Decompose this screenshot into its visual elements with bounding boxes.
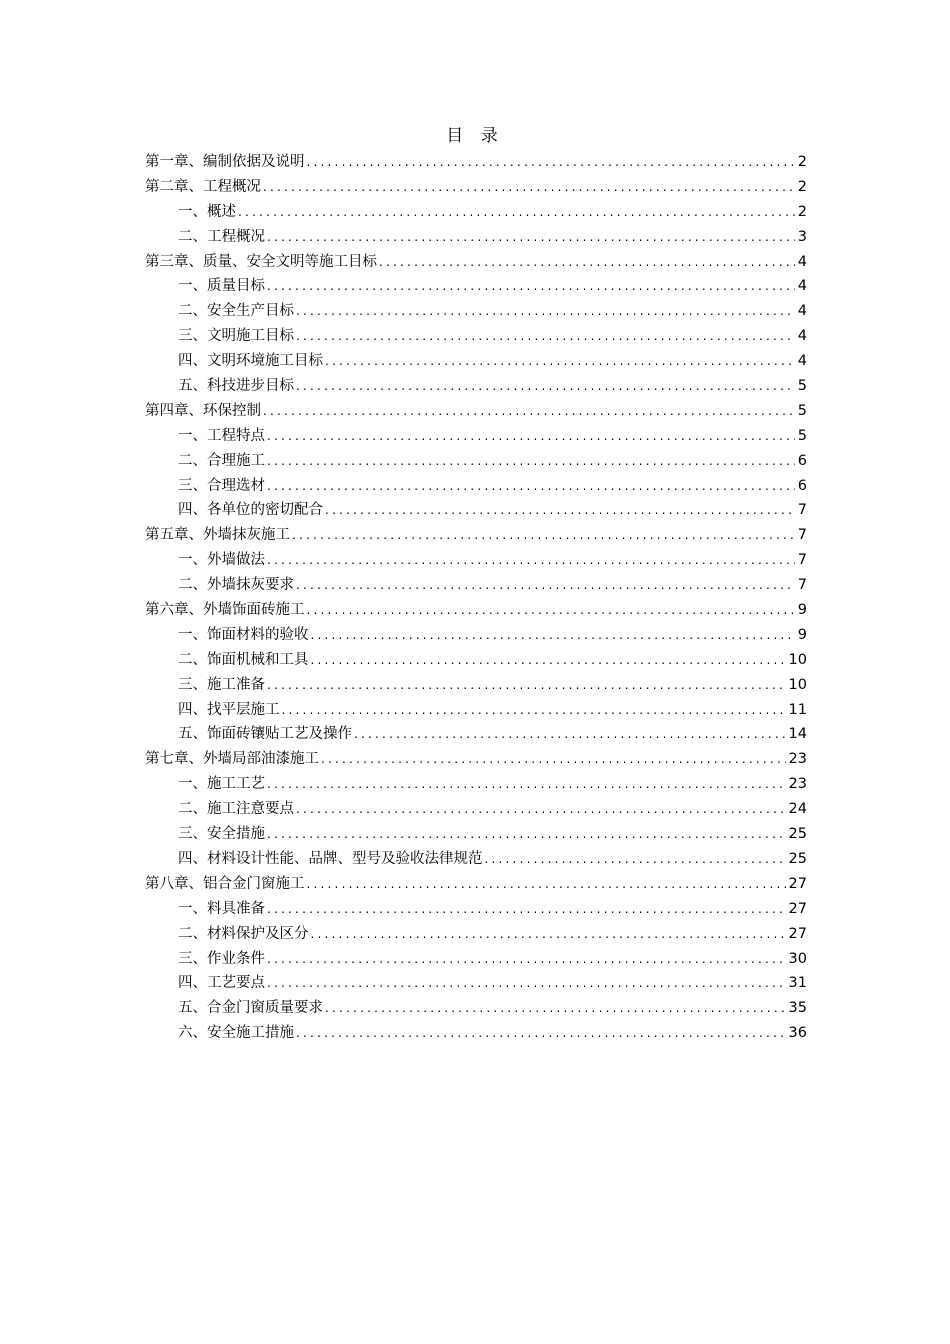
toc-entry[interactable] — [145, 200, 807, 225]
toc-entry[interactable] — [145, 250, 807, 275]
dot-leader — [296, 374, 795, 399]
toc-entry-page-number: 27 — [788, 875, 807, 892]
toc-entry-page-number: 2 — [797, 154, 807, 170]
toc-entry-page-number: 4 — [797, 353, 807, 370]
toc-entry[interactable] — [145, 225, 807, 250]
toc-entry[interactable] — [145, 175, 807, 200]
toc-entry-page-number: 7 — [797, 527, 807, 544]
toc-entry-label: 三、安全措施 — [178, 826, 265, 843]
toc-entry-label: 三、施工准备 — [178, 676, 265, 693]
toc-entry-page-number: 36 — [788, 1025, 807, 1042]
toc-entry-page-number: 25 — [788, 826, 807, 843]
toc-entry[interactable] — [145, 673, 807, 698]
dot-leader — [325, 349, 795, 374]
toc-entry[interactable] — [145, 548, 807, 573]
toc-entry-label: 一、外墙做法 — [178, 552, 265, 569]
toc-entry[interactable] — [145, 424, 807, 449]
toc-entry-label: 五、合金门窗质量要求 — [178, 1000, 323, 1017]
toc-entry[interactable] — [145, 698, 807, 723]
toc-entry-page-number: 10 — [788, 651, 807, 668]
toc-entry-page-number: 6 — [797, 452, 807, 469]
table-of-contents — [145, 150, 807, 1046]
dot-leader — [296, 1021, 786, 1046]
toc-entry-label: 二、合理施工 — [178, 452, 265, 469]
dot-leader — [267, 897, 786, 922]
toc-entry-label: 二、施工注意要点 — [178, 801, 294, 818]
toc-entry[interactable] — [145, 971, 807, 996]
toc-entry[interactable] — [145, 947, 807, 972]
toc-entry-label: 第三章、质量、安全文明等施工目标 — [145, 253, 377, 270]
toc-entry-label: 一、施工工艺 — [178, 776, 265, 793]
dot-leader — [311, 623, 795, 648]
toc-entry-page-number: 9 — [797, 626, 807, 643]
toc-entry-page-number: 6 — [797, 477, 807, 494]
toc-entry-page-number: 7 — [797, 552, 807, 569]
dot-leader — [282, 698, 786, 723]
dot-leader — [267, 822, 786, 847]
toc-entry-page-number: 5 — [797, 402, 807, 419]
toc-entry[interactable] — [145, 747, 807, 772]
dot-leader — [267, 424, 795, 449]
toc-entry-label: 第二章、工程概况 — [145, 178, 261, 195]
dot-leader — [238, 200, 795, 225]
toc-title: 目 录 — [446, 126, 504, 146]
toc-entry-label: 三、合理选材 — [178, 477, 265, 494]
toc-entry-label: 第八章、铝合金门窗施工 — [145, 875, 305, 892]
toc-entry-label: 二、工程概况 — [178, 228, 265, 245]
toc-entry-label: 四、材料设计性能、品牌、型号及验收法律规范 — [178, 850, 483, 867]
toc-entry[interactable] — [145, 872, 807, 897]
dot-leader — [296, 573, 795, 598]
toc-entry-label: 一、概述 — [178, 203, 236, 220]
toc-entry-page-number: 4 — [797, 303, 807, 320]
dot-leader — [267, 947, 786, 972]
toc-entry[interactable] — [145, 847, 807, 872]
toc-entry-label: 第六章、外墙饰面砖施工 — [145, 602, 305, 619]
toc-entry-label: 第四章、环保控制 — [145, 402, 261, 419]
toc-entry[interactable] — [145, 349, 807, 374]
toc-entry-page-number: 27 — [788, 925, 807, 942]
dot-leader — [485, 847, 786, 872]
toc-entry[interactable] — [145, 573, 807, 598]
toc-entry-page-number: 25 — [788, 850, 807, 867]
dot-leader — [354, 722, 786, 747]
dot-leader — [267, 225, 795, 250]
toc-entry[interactable] — [145, 722, 807, 747]
toc-entry-page-number: 7 — [797, 502, 807, 519]
toc-entry[interactable] — [145, 324, 807, 349]
toc-entry-label: 三、文明施工目标 — [178, 328, 294, 345]
dot-leader — [307, 872, 786, 897]
toc-entry-label: 一、质量目标 — [178, 278, 265, 295]
dot-leader — [311, 922, 786, 947]
toc-entry[interactable] — [145, 623, 807, 648]
toc-entry-page-number: 5 — [797, 427, 807, 444]
toc-entry-page-number: 35 — [788, 1000, 807, 1017]
toc-entry-page-number: 23 — [788, 776, 807, 793]
dot-leader — [296, 299, 795, 324]
toc-entry-label: 四、找平层施工 — [178, 701, 280, 718]
dot-leader — [267, 772, 786, 797]
toc-entry-page-number: 27 — [788, 900, 807, 917]
toc-entry-page-number: 11 — [788, 701, 807, 718]
toc-entry-page-number: 10 — [788, 676, 807, 693]
toc-entry-page-number: 31 — [788, 975, 807, 992]
toc-entry[interactable] — [145, 598, 807, 623]
toc-entry[interactable] — [145, 374, 807, 399]
toc-entry-label: 五、科技进步目标 — [178, 378, 294, 395]
dot-leader — [307, 150, 795, 175]
dot-leader — [379, 250, 795, 275]
toc-entry-page-number: 4 — [797, 253, 807, 270]
dot-leader — [325, 996, 786, 1021]
toc-entry-label: 四、各单位的密切配合 — [178, 502, 323, 519]
toc-entry-label: 三、作业条件 — [178, 950, 265, 967]
dot-leader — [267, 449, 795, 474]
toc-entry[interactable] — [145, 897, 807, 922]
toc-entry[interactable] — [145, 498, 807, 523]
dot-leader — [296, 324, 795, 349]
toc-entry[interactable] — [145, 1021, 807, 1046]
toc-entry-label: 五、饰面砖镶贴工艺及操作 — [178, 726, 352, 743]
dot-leader — [296, 797, 786, 822]
toc-entry[interactable] — [145, 150, 807, 175]
toc-entry-label: 六、安全施工措施 — [178, 1025, 294, 1042]
toc-entry-label: 二、饰面机械和工具 — [178, 651, 309, 668]
dot-leader — [267, 971, 786, 996]
toc-entry[interactable] — [145, 274, 807, 299]
toc-entry-label: 二、安全生产目标 — [178, 303, 294, 320]
toc-entry-label: 四、工艺要点 — [178, 975, 265, 992]
dot-leader — [263, 399, 795, 424]
dot-leader — [325, 498, 795, 523]
toc-entry-label: 第五章、外墙抹灰施工 — [145, 527, 290, 544]
toc-entry-page-number: 30 — [788, 950, 807, 967]
toc-entry[interactable] — [145, 996, 807, 1021]
toc-entry-label: 一、料具准备 — [178, 900, 265, 917]
toc-entry-label: 一、饰面材料的验收 — [178, 626, 309, 643]
toc-entry[interactable] — [145, 299, 807, 324]
toc-entry-label: 二、材料保护及区分 — [178, 925, 309, 942]
toc-entry[interactable] — [145, 523, 807, 548]
dot-leader — [267, 673, 786, 698]
toc-entry-page-number: 23 — [788, 751, 807, 768]
toc-entry[interactable] — [145, 822, 807, 847]
toc-entry[interactable] — [145, 474, 807, 499]
toc-entry[interactable] — [145, 648, 807, 673]
toc-entry-page-number: 9 — [797, 602, 807, 619]
dot-leader — [267, 274, 795, 299]
dot-leader — [311, 648, 786, 673]
toc-entry-page-number: 4 — [797, 278, 807, 295]
toc-entry[interactable] — [145, 922, 807, 947]
toc-entry-label: 二、外墙抹灰要求 — [178, 577, 294, 594]
toc-entry-page-number: 3 — [797, 228, 807, 245]
toc-entry[interactable] — [145, 772, 807, 797]
toc-entry[interactable] — [145, 449, 807, 474]
toc-entry-page-number: 7 — [797, 577, 807, 594]
dot-leader — [321, 747, 786, 772]
toc-entry-page-number: 14 — [788, 726, 807, 743]
toc-entry[interactable] — [145, 399, 807, 424]
dot-leader — [267, 548, 795, 573]
toc-entry-page-number: 24 — [788, 801, 807, 818]
toc-entry[interactable] — [145, 797, 807, 822]
toc-entry-label: 一、工程特点 — [178, 427, 265, 444]
toc-entry-page-number: 2 — [797, 178, 807, 195]
toc-entry-label: 第一章、编制依据及说明 — [145, 154, 305, 170]
dot-leader — [292, 523, 795, 548]
dot-leader — [263, 175, 795, 200]
toc-entry-page-number: 2 — [797, 203, 807, 220]
toc-entry-label: 四、文明环境施工目标 — [178, 353, 323, 370]
toc-entry-page-number: 5 — [797, 378, 807, 395]
dot-leader — [307, 598, 795, 623]
dot-leader — [267, 474, 795, 499]
toc-entry-label: 第七章、外墙局部油漆施工 — [145, 751, 319, 768]
toc-entry-page-number: 4 — [797, 328, 807, 345]
